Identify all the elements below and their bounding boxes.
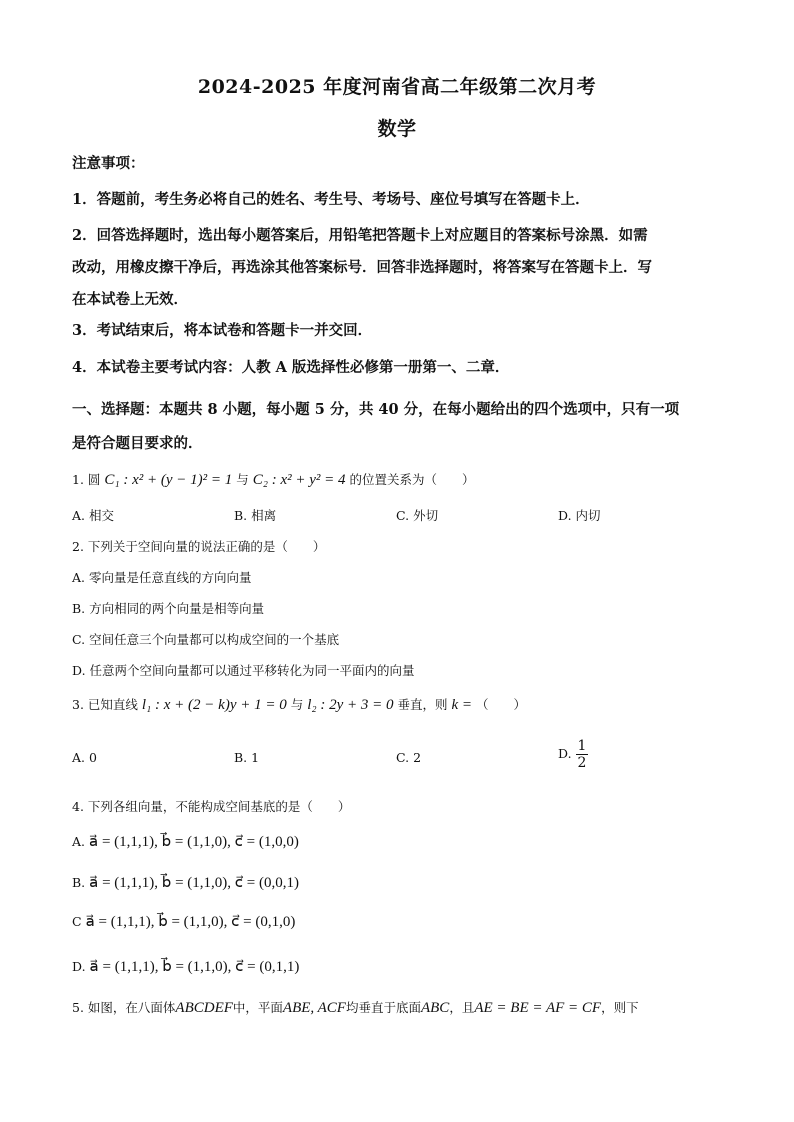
subject-title: 数学 (377, 118, 417, 140)
q5-text-4: ，且 (449, 1000, 475, 1015)
q3-option-b: B. 1 (234, 750, 260, 765)
question-2: 2. 下列关于空间向量的说法正确的是（ ） (72, 539, 326, 554)
q3-line-l1: l₁ : x + (2 − k)y + 1 = 0 (141, 697, 287, 713)
q3-option-c: C. 2 (396, 750, 422, 765)
fraction-denominator: 2 (577, 755, 587, 771)
q2-option-c: C. 空间任意三个向量都可以构成空间的一个基底 (72, 632, 340, 647)
q5-math-4: AE = BE = AF = CF (474, 1000, 602, 1016)
q4-option-c (72, 912, 295, 931)
q3-mid2: 垂直，则 (397, 697, 448, 712)
notes-item-2-cont: 改动，用橡皮擦干净后，再选涂其他答案标号．回答非选择题时，将答案写在答题卡上．写 (72, 259, 652, 276)
q4-option-b-label: B. (72, 875, 86, 890)
q4-option-a-label: A. (72, 834, 86, 849)
q3-option-a: A. 0 (72, 750, 97, 765)
q3-k: k = (451, 697, 473, 713)
q5-text-2: 中，平面 (232, 1000, 283, 1015)
fraction-numerator: 1 (577, 738, 587, 754)
q4-option-a (72, 832, 299, 851)
q5-text-1: 5. 如图，在八面体 (72, 1000, 176, 1015)
q1-option-c: C. 外切 (396, 508, 439, 523)
q2-option-a: A. 零向量是任意直线的方向向量 (72, 570, 252, 585)
notes-item-2: 2．回答选择题时，选出每小题答案后，用铅笔把答题卡上对应题目的答案标号涂黑．如需 (72, 227, 648, 244)
q5-text-5: ，则下 (601, 1000, 639, 1015)
q5-text-3: 均垂直于底面 (345, 1000, 421, 1015)
q1-circle-c1: C₁ : x² + (y − 1)² = 1 (104, 472, 233, 488)
q4-option-b-expr: a⃗ = (1,1,1), b⃗ = (1,1,0), c⃗ = (0,0,1) (89, 875, 299, 891)
q4-option-c-expr: a⃗ = (1,1,1), b⃗ = (1,1,0), c⃗ = (0,1,0) (85, 914, 296, 930)
q4-option-d (72, 957, 299, 976)
q5-math-2: ABE, ACF (282, 1000, 346, 1016)
notes-item-1: 1．答题前，考生务必将自己的姓名、考生号、考场号、座位号填写在答题卡上． (72, 191, 590, 208)
q4-option-d-expr: a⃗ = (1,1,1), b⃗ = (1,1,0), c⃗ = (0,1,1) (89, 959, 300, 975)
q4-option-b (72, 873, 299, 892)
q1-option-a: A. 相交 (72, 508, 114, 523)
q1-option-d: D. 内切 (558, 508, 601, 523)
q2-option-b: B. 方向相同的两个向量是相等向量 (72, 601, 265, 616)
notes-item-3: 3．考试结束后，将本试卷和答题卡一并交回． (72, 322, 373, 339)
q3-option-d-label: D. (558, 746, 572, 761)
q1-mid: 与 (236, 472, 249, 487)
question-4: 4. 下列各组向量，不能构成空间基底的是（ ） (72, 799, 351, 814)
q1-circle-c2: C₂ : x² + y² = 4 (252, 472, 346, 488)
q3-option-d (558, 738, 588, 771)
q3-line-l2: l₂ : 2y + 3 = 0 (307, 697, 394, 713)
question-3 (72, 695, 526, 714)
section-1-heading-cont: 是符合题目要求的． (72, 435, 203, 452)
exam-title: 2024-2025 年度河南省高二年级第二次月考 (197, 76, 597, 98)
q5-math-3: ABC (420, 1000, 450, 1016)
q3-prefix: 3. 已知直线 (72, 697, 138, 712)
q1-prefix: 1. 圆 (72, 472, 101, 487)
q1-option-b: B. 相离 (234, 508, 277, 523)
q4-option-d-label: D. (72, 959, 86, 974)
q4-option-a-expr: a⃗ = (1,1,1), b⃗ = (1,1,0), c⃗ = (1,0,0) (89, 834, 299, 850)
q3-mid: 与 (290, 697, 304, 712)
q1-suffix: 的位置关系为（ ） (349, 472, 475, 487)
q5-math-1: ABCDEF (175, 1000, 233, 1016)
question-1 (72, 470, 475, 489)
q2-option-d: D. 任意两个空间向量都可以通过平移转化为同一平面内的向量 (72, 663, 415, 678)
q3-suffix: （ ） (476, 697, 527, 712)
q4-option-c-label: C (72, 914, 82, 929)
notes-item-4: 4．本试卷主要考试内容：人教 A 版选择性必修第一册第一、二章． (72, 359, 510, 376)
notes-item-2-cont2: 在本试卷上无效． (72, 291, 188, 308)
section-1-heading: 一、选择题：本题共 8 小题，每小题 5 分，共 40 分，在每小题给出的四个选项中，只有一项 (72, 401, 680, 418)
q3-option-d-fraction (576, 738, 589, 771)
question-5 (72, 998, 639, 1017)
notes-heading: 注意事项： (72, 155, 145, 172)
